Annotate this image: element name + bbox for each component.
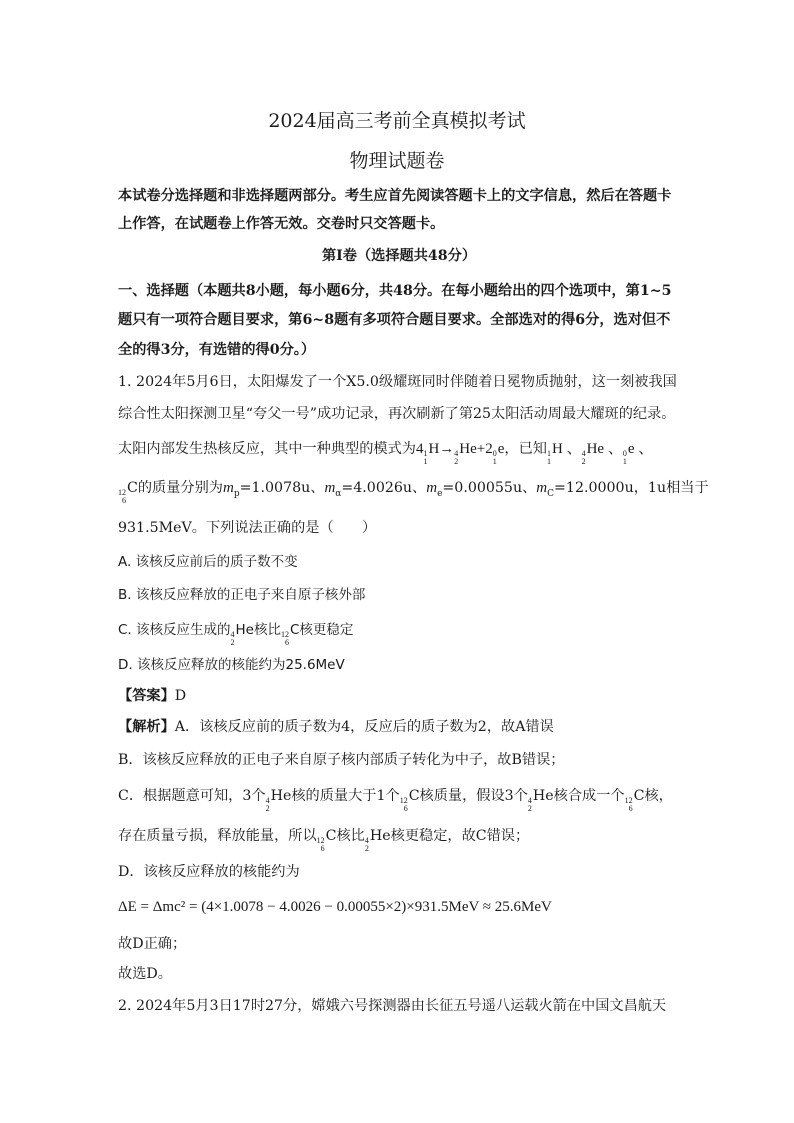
analysis-label: 【解析】 (118, 719, 175, 735)
q2-line-1: 2. 2024年5月3日17时27分，嫦娥六号探测器由长征五号遥八运载火箭在中国文昌航天 (118, 998, 667, 1014)
answer-label: 【答案】 (118, 688, 175, 704)
section1-line-1: 一、选择题（本题共8小题，每小题6分，共48分。在每小题给出的四个选项中，第1~5 (118, 283, 672, 299)
q1-conclusion-1: 故D正确； (118, 936, 187, 952)
q1-line-3-known: ，已知 (504, 441, 547, 457)
q1-line-5: 931.5MeV。下列说法正确的是（ ） (118, 520, 377, 536)
reaction-equation: 4 1 1 H→ 4 2 He+2 0 1 e (415, 441, 505, 466)
energy-equation: ΔE = Δmc² = (4×1.0078 − 4.0026 − 0.00055×2)×931.5MeV ≈ 25.6MeV (118, 899, 552, 915)
instructions-line-2: 上作答，在试题卷上作答无效。交卷时只交答题卡。 (118, 216, 445, 232)
exam-title: 2024届高三考前全真模拟考试 (268, 110, 526, 132)
q1-conclusion-2: 故选D。 (118, 966, 172, 982)
exam-subtitle: 物理试题卷 (349, 150, 445, 172)
q1-analysis-d: D．该核反应释放的核能约为 (118, 864, 300, 880)
q1-analysis-c-2: 存在质量亏损，释放能量，所以 12 6 C核比 4 2 He核更稳定，故C错误； (118, 828, 530, 853)
q1-line-3-text: 太阳内部发生热核反应，其中一种典型的模式为 (118, 441, 416, 457)
q1-line-2: 综合性太阳探测卫星“夸父一号”成功记录，再次刷新了第25太阳活动周最大耀斑的纪录。 (118, 406, 676, 422)
q1-option-b: B. 该核反应释放的正电子来自原子核外部 (118, 587, 366, 603)
q1-analysis-a: 【解析】A．该核反应前的质子数为4，反应后的质子数为2，故A错误 (118, 719, 554, 735)
q1-analysis-b: B．该核反应释放的正电子来自原子核内部质子转化为中子，故B错误； (118, 752, 565, 768)
q1-option-d: D. 该核反应释放的核能约为25.6MeV (118, 657, 345, 673)
answer-value: D (174, 688, 187, 704)
q1-option-c: C. 该核反应生成的 4 2 He核比 12 6 C核更稳定 (118, 622, 354, 647)
section1-line-2: 题只有一项符合题目要求，第6~8题有多项符合题目要求。全部选对的得6分，选对但不 (118, 312, 671, 328)
part1-heading: 第I卷（选择题共48分） (321, 248, 477, 264)
q1-line-4: 12 6 C的质量分别为$m_p=1.0078u$、$m_\alpha=4.0026u$、$m_e=0.00055u$、$m_C=12.0000u$，1u相当于 (118, 480, 709, 505)
known-particles: 1 1 H 、 4 2 He 、 0 1 e 、 (547, 441, 654, 466)
q1-line-3 (118, 439, 680, 466)
q1-answer (118, 686, 680, 706)
section1-line-3: 全的得3分，有选错的得0分。） (118, 342, 316, 358)
instructions-line-1: 本试卷分选择题和非选择题两部分。考生应首先阅读答题卡上的文字信息，然后在答题卡 (118, 188, 672, 204)
q1-line-1: 1. 2024年5月6日，太阳爆发了一个X5.0级耀斑同时伴随着日冕物质抛射，这一刻被我国 (118, 374, 677, 390)
q1-analysis-c-1: C．根据题意可知，3个 4 2 He核的质量大于1个 12 6 C核质量，假设3个 4 2 He核合成一个 12 6 C核， (118, 788, 673, 813)
q1-option-a: A. 该核反应前后的质子数不变 (118, 554, 298, 570)
